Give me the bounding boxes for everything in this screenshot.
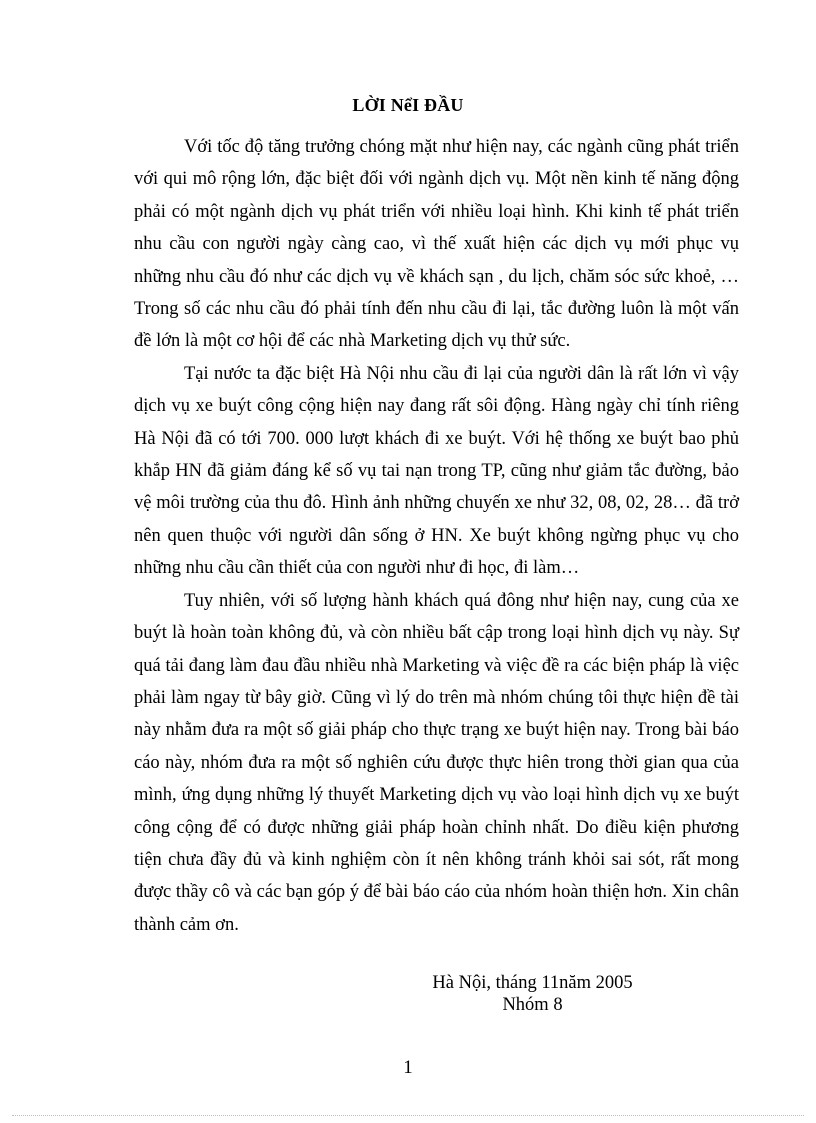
page-title: LỜI NểI ĐẦU — [352, 95, 464, 115]
paragraph-2: Tại nước ta đặc biệt Hà Nội nhu cầu đi lại của người dân là rất lớn vì vậy dịch vụ xe buýt công cộng hiện nay đang rất sôi động. Hàng ngày chỉ tính riêng Hà Nội đã có tới 700. 000 lượt khách đi xe buýt. Với hệ thống xe buýt bao phủ khắp HN đã giảm đáng kể số vụ tai nạn trong TP, cũng như giảm tắc đường, bảo vệ môi trường của thu đô. Hình ảnh những chuyến xe như 32, 08, 02, 28… đã trở nên quen thuộc với người dân sống ở HN. Xe buýt không ngừng phục vụ cho những nhu cầu cần thiết của con người như đi học, đi làm… — [134, 363, 739, 579]
paragraph-1: Với tốc độ tăng trưởng chóng mặt như hiện nay, các ngành cũng phát triển với qui mô rộng lớn, đặc biệt đối với ngành dịch vụ. Một nền kinh tế năng động phải có một ngành dịch vụ phát triển với nhiều loại hình. Khi kinh tế phát triển nhu cầu con người ngày càng cao, vì thế xuất hiện các dịch vụ mới phục vụ những nhu cầu đó như các dịch vụ về khách sạn , du lịch, chăm sóc sức khoẻ, …Trong số các nhu cầu đó phải tính đến nhu cầu đi lại, tắc đường luôn là một vấn đề lớn là một cơ hội để các nhà Marketing dịch vụ thử sức. — [134, 137, 739, 352]
signoff — [380, 972, 685, 1016]
signoff-group: Nhóm 8 — [502, 995, 563, 1015]
body-text — [134, 131, 739, 941]
signoff-place-date: Hà Nội, tháng 11năm 2005 — [432, 973, 633, 993]
paragraph-3: Tuy nhiên, với số lượng hành khách quá đông như hiện nay, cung của xe buýt là hoàn toàn không đủ, và còn nhiều bất cập trong loại hình dịch vụ này. Sự quá tải đang làm đau đầu nhiều nhà Marketing và việc đề ra các biện pháp là việc phải làm ngay từ bây giờ. Cũng vì lý do trên mà nhóm chúng tôi thực hiện đề tài này nhằm đưa ra một số giải pháp cho thực trạng xe buýt hiện nay. Trong bài báo cáo này, nhóm đưa ra một số nghiên cứu được thực hiên trong thời gian qua của mình, ứng dụng những lý thuyết Marketing dịch vụ vào loại hình dịch vụ xe buýt công cộng để có được những giải pháp hoàn chỉnh nhất. Do điều kiện phương tiện chưa đầy đủ và kinh nghiệm còn ít nên không tránh khỏi sai sót, rất mong được thầy cô và các bạn góp ý để bài báo cáo của nhóm hoàn thiện hơn. Xin chân thành cảm ơn. — [134, 590, 739, 935]
page-bottom-border — [12, 1115, 804, 1116]
page-number: 1 — [403, 1057, 413, 1078]
